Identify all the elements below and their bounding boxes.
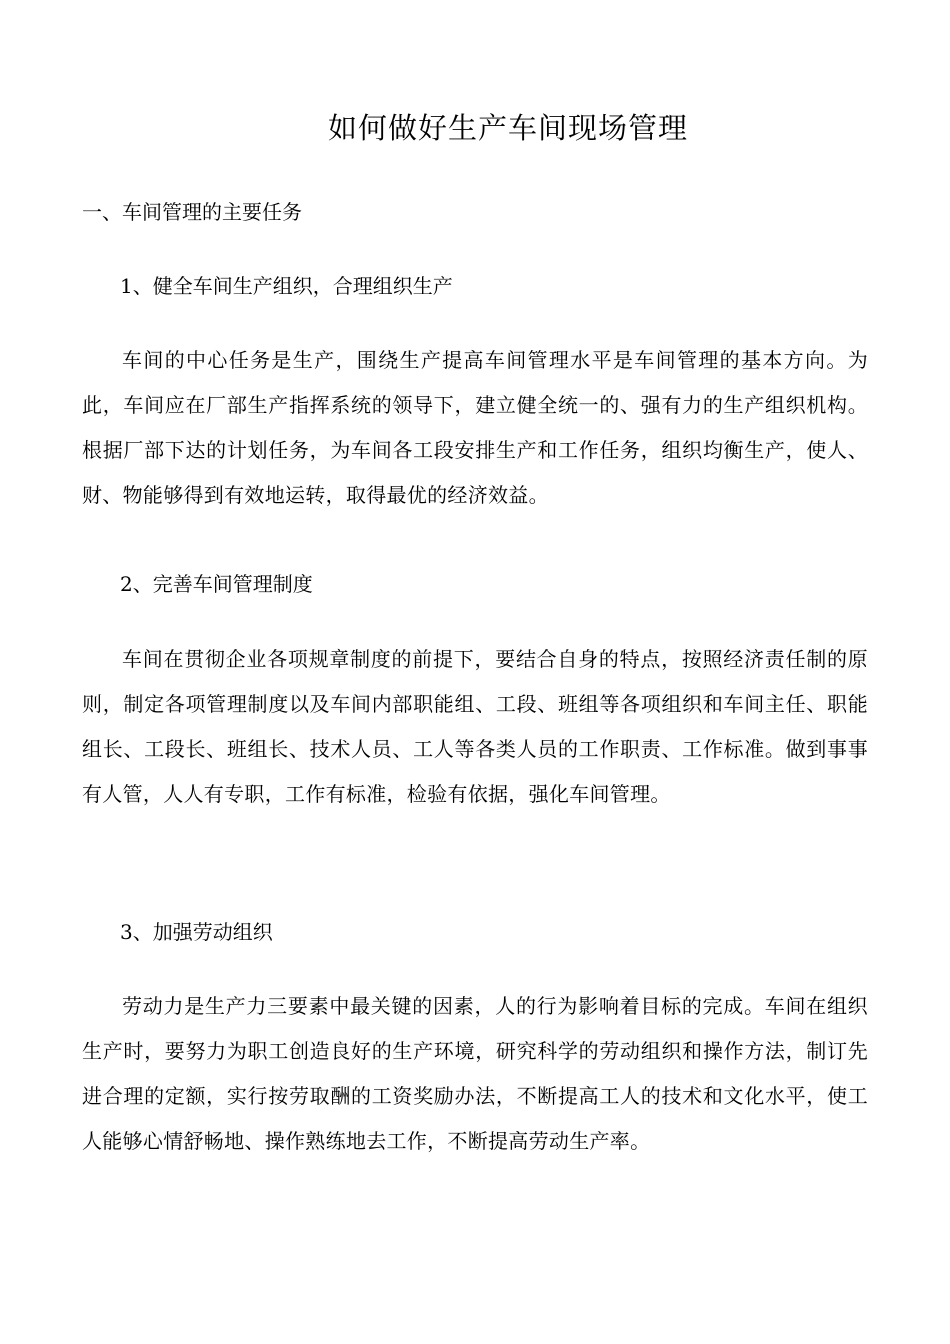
item-2-heading: 2、完善车间管理制度 [120, 572, 313, 596]
document-title: 如何做好生产车间现场管理 [327, 111, 688, 145]
item-3-heading: 3、加强劳动组织 [120, 920, 273, 944]
section-heading-1: 一、车间管理的主要任务 [82, 200, 302, 224]
item-2-paragraph: 车间在贯彻企业各项规章制度的前提下，要结合自身的特点，按照经济责任制的原则，制定各项管理制度以及车间内部职能组、工段、班组等各项组织和车间主任、职能组长、工段长、班组长、技术人员、工人等各类人员的工作职责、工作标准。做到事事有人管，人人有专职，工作有标准，检验有依据，强化车间管理。 [82, 647, 868, 806]
item-1-paragraph: 车间的中心任务是生产，围绕生产提高车间管理水平是车间管理的基本方向。为此，车间应在厂部生产指挥系统的领导下，建立健全统一的、强有力的生产组织机构。根据厂部下达的计划任务，为车间各工段安排生产和工作任务，组织均衡生产，使人、财、物能够得到有效地运转，取得最优的经济效益。 [82, 348, 868, 507]
item-1-heading: 1、健全车间生产组织，合理组织生产 [120, 274, 453, 298]
item-3-paragraph: 劳动力是生产力三要素中最关键的因素，人的行为影响着目标的完成。车间在组织生产时，要努力为职工创造良好的生产环境，研究科学的劳动组织和操作方法，制订先进合理的定额，实行按劳取酬的工资奖励办法，不断提高工人的技术和文化水平，使工人能够心情舒畅地、操作熟练地去工作，不断提高劳动生产率。 [82, 994, 868, 1153]
